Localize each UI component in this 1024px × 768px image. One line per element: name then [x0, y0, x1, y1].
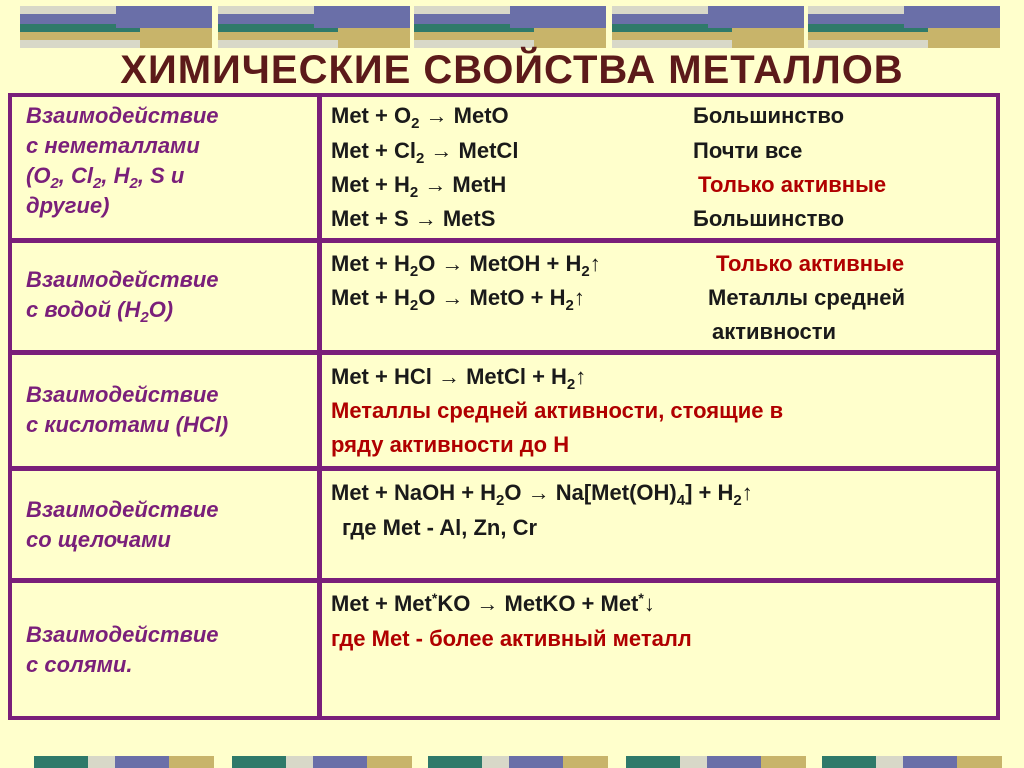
row-heading-line: Взаимодействие	[26, 382, 219, 407]
decorative-tile	[822, 756, 1002, 768]
table-row-divider	[8, 466, 1000, 471]
row-heading-line: Взаимодействие	[26, 267, 219, 292]
row-heading-line: Взаимодействие	[26, 103, 219, 128]
row-salts-heading	[26, 620, 316, 680]
decorative-tile	[428, 756, 608, 768]
decorative-tile	[218, 6, 410, 48]
reaction-equation: Met + $H_2O$ → MetO + $H_2↑$	[331, 285, 585, 314]
decorative-tile	[414, 6, 606, 48]
decorative-tile	[626, 756, 806, 768]
row-heading-line: Взаимодействие	[26, 622, 219, 647]
reaction-note: где Met - Al, Zn, Cr	[342, 515, 538, 540]
reaction-equation: Met + NaOH + $H_2O \to Na[Met(OH)_4]$ + $H_2↑$	[331, 480, 753, 509]
reaction-note: Большинство	[693, 103, 845, 128]
reaction-note: Металлы средней активности, стоящие в	[331, 398, 784, 423]
reaction-equation: Met + Met*KO → MetKO + Met*↓	[331, 590, 655, 616]
reaction-equation: Met + $H_2O$ → MetOH + $H_2↑$	[331, 251, 601, 280]
top-decorative-band	[0, 0, 1024, 50]
row-heading-line: со щелочами	[26, 527, 171, 552]
reaction-equation: Met + HCl → MetCl + $H_2↑$	[331, 364, 587, 393]
row-heading-line: другие)	[26, 193, 110, 218]
page-title: ХИМИЧЕСКИЕ СВОЙСТВА МЕТАЛЛОВ	[120, 48, 904, 92]
row-heading-line: с солями.	[26, 652, 133, 677]
reaction-note: Металлы средней	[708, 285, 906, 310]
table-row-divider	[8, 578, 1000, 583]
decorative-tile	[808, 6, 1000, 48]
reaction-equation: Met + $O_2$ → MetO	[331, 103, 509, 132]
table-column-divider	[317, 93, 322, 720]
decorative-tile	[612, 6, 804, 48]
row-heading-line: ($O_2$, $Cl_2$, $H_2$, S и	[26, 163, 185, 192]
reaction-note: Почти все	[693, 138, 803, 163]
reaction-equation: Met + S → MetS	[331, 206, 496, 231]
decorative-tile	[20, 6, 212, 48]
row-acids-heading	[26, 380, 316, 440]
row-alkalis-heading	[26, 495, 316, 555]
bottom-decorative-band	[0, 754, 1024, 768]
reaction-note: активности	[712, 319, 837, 344]
row-heading-line: с водой $(H_2O)$	[26, 297, 174, 326]
row-heading-line: с неметаллами	[26, 133, 200, 158]
reaction-note: Большинство	[693, 206, 845, 231]
row-heading-line: Взаимодействие	[26, 497, 219, 522]
reaction-equation: Met + $H_2$ → MetH	[331, 172, 507, 201]
table-row-divider	[8, 238, 1000, 243]
reaction-equation: Met + $Cl_2$ → MetCl	[331, 138, 519, 167]
table-row-divider	[8, 350, 1000, 355]
row-water-heading	[26, 265, 316, 325]
reaction-note: Только активные	[716, 251, 905, 276]
reaction-note: где Met - более активный металл	[331, 626, 692, 651]
row-nonmetals-heading	[26, 101, 316, 221]
row-heading-line: с кислотами (HCl)	[26, 412, 229, 437]
reaction-note: Только активные	[698, 172, 887, 197]
decorative-tile	[34, 756, 214, 768]
reaction-note: ряду активности до H	[331, 432, 570, 457]
decorative-tile	[232, 756, 412, 768]
